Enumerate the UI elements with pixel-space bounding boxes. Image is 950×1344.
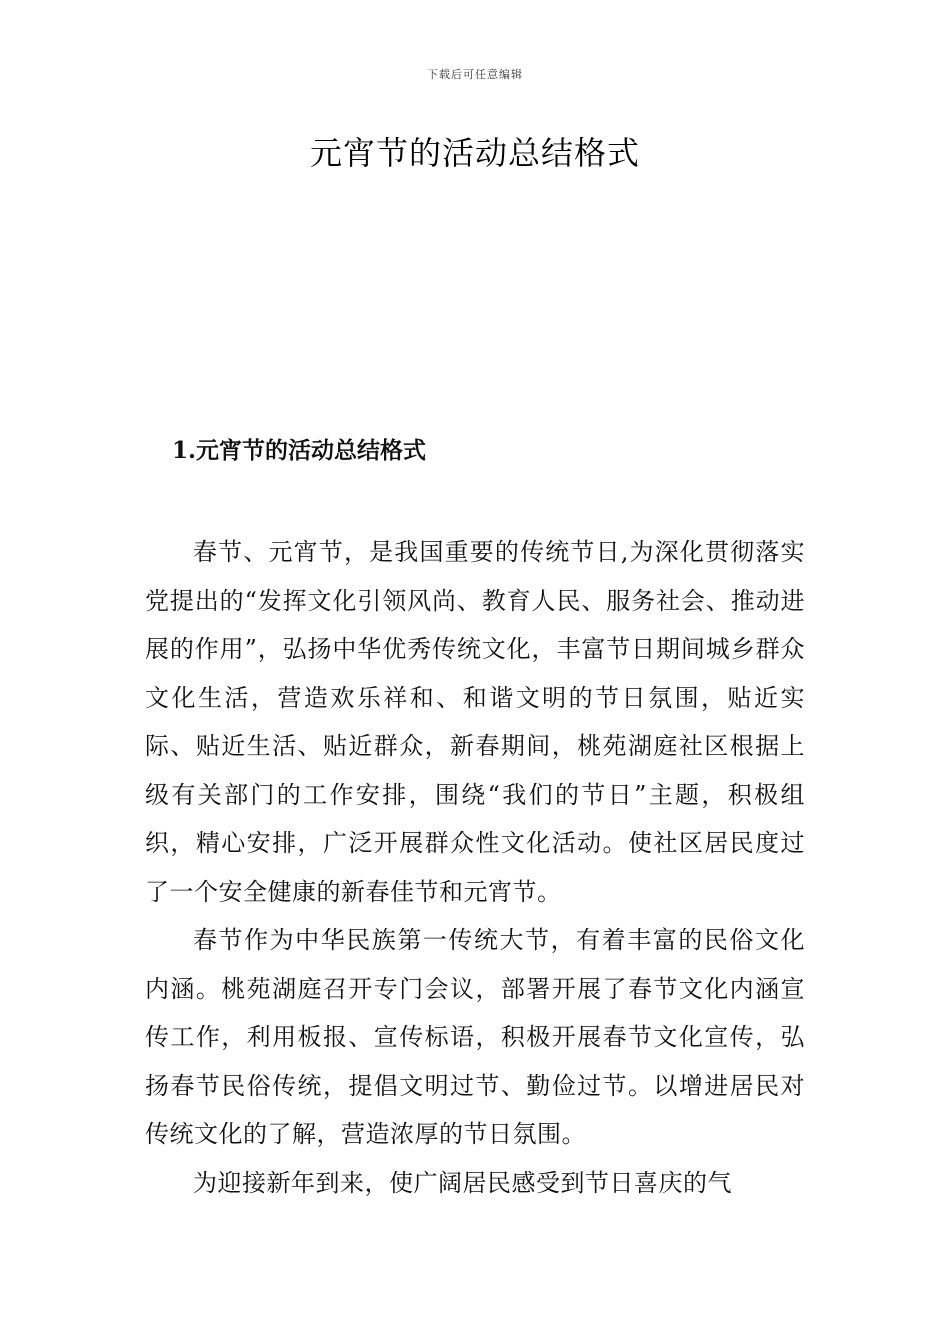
header-note: 下载后可任意编辑 — [427, 68, 523, 81]
paragraph: 春节作为中华民族第一传统大节，有着丰富的民俗文化内涵。桃苑湖庭召开专门会议，部署开展了春节文化内涵宣传工作，利用板报、宣传标语，积极开展春节文化宣传，弘扬春节民俗传统，提倡文明过节、勤俭过节。以增进居民对传统文化的了解，营造浓厚的节日氛围。 — [145, 926, 805, 1148]
body-text — [145, 528, 805, 1207]
paragraph: 春节、元宵节，是我国重要的传统节日,为深化贯彻落实党提出的“发挥文化引领风尚、教育人民、服务社会、推动进展的作用”，弘扬中华优秀传统文化，丰富节日期间城乡群众文化生活，营造欢乐祥和、和谐文明的节日氛围，贴近实际、贴近生活、贴近群众，新春期间，桃苑湖庭社区根据上级有关部门的工作安排，围绕“我们的节日”主题，积极组织，精心安排，广泛开展群众性文化活动。使社区居民度过了一个安全健康的新春佳节和元宵节。 — [145, 538, 805, 906]
paragraph: 为迎接新年到来，使广阔居民感受到节日喜庆的气 — [193, 1168, 732, 1197]
section-heading: 1.元宵节的活动总结格式 — [172, 437, 427, 464]
document-title: 元宵节的活动总结格式 — [309, 134, 640, 172]
